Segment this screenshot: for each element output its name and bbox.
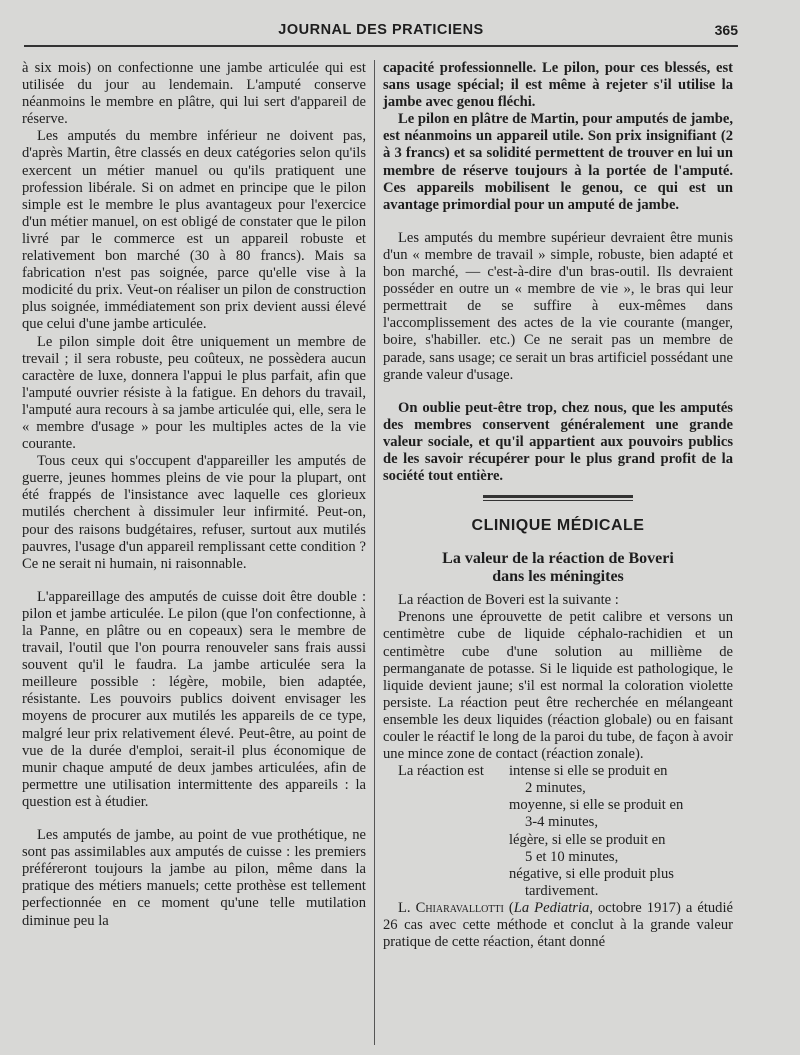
journal-name: La Pediatria xyxy=(513,899,590,916)
result-text: 2 minutes, xyxy=(525,780,586,797)
paragraph: Le pilon simple doit être uniquement un membre de trevail ; il sera robuste, peu coûteux, ne possèdera aucun caractère de luxe, donnera l'appui le plus parfait, afin que l'amputé ouvrier résiste à la fatigue. En dehors du travail, l'amputé aura recours à sa jambe articulée qui, elle, sera le « membre d'usage » pour les multiples actes de la vie courante. xyxy=(22,333,366,453)
result-text: légère, si elle se produit en xyxy=(509,831,666,848)
result-text: 5 et 10 minutes, xyxy=(525,848,619,865)
paragraph: Les amputés de jambe, au point de vue prothétique, ne sont pas assimilables aux amputés de cuisse : les premiers préféreront toujours la jambe au pilon, même dans la pratique des métiers manuels; cette prothèse est tellement perfectionnée en ce moment qu'une telle mutilation diminue peu la xyxy=(22,827,366,929)
paragraph: On oublie peut-être trop, chez nous, que les amputés des membres conservent généralement une grande valeur sociale, et qu'il appartient aux pouvoirs publics de les savoir récupérer pour le plus grand profit de la société tout entière. xyxy=(383,399,733,485)
section-rule-thin xyxy=(483,500,633,501)
paragraph: L. Chiaravallotti (La Pediatria, octobre 1917) a étudié 26 cas avec cette méthode et conclut à la grande valeur pratique de cette réaction, étant donné xyxy=(383,899,734,951)
paragraph: capacité professionnelle. Le pilon, pour ces blessés, est sans usage spécial; il est même à rejeter s'il utilise la jambe avec genou fléchi. xyxy=(383,60,733,111)
result-row xyxy=(383,866,733,883)
results-lead: La réaction est xyxy=(398,763,484,780)
paragraph: Les amputés du membre inférieur ne doivent pas, d'après Martin, être classés en deux catégories selon qu'ils exercent un métier manuel ou qu'ils pratiquent une profession libérale. Si on admet en principe que le pilon simple est le membre le plus avantageux pour l'exercice d'un métier manuel, on est obligé de constater que le pilon livré par le commerce est un appareil robuste et relativement bon marché (30 à 80 francs). Mais sa fabrication n'est pas soignée, parce qu'elle vise à la modicité du prix. Veut-on réaliser un pilon de construction plus soignée, immédiatement son prix devient aussi élevé que celui d'une jambe articulée. xyxy=(22,128,366,333)
page-number: 365 xyxy=(714,22,738,38)
result-text: moyenne, si elle se produit en xyxy=(509,797,684,814)
result-text: négative, si elle produit plus xyxy=(509,865,674,882)
right-column xyxy=(383,60,733,951)
result-text: intense si elle se produit en xyxy=(509,763,668,780)
paragraph: L'appareillage des amputés de cuisse doit être double : pilon et jambe articulée. Le pilon (que l'on confectionne, à la Panne, en plâtre ou en copeaux) sera le membre de travail, l'outil que l'on pourra renouveler sans frais aussi souvent qu'il le faudra. La jambe articulée sera la meilleure possible : légère, mobile, bien adaptée, résistante. Les pouvoirs publics doivent envisager les moyens de procurer aux mutilés les appareils de ce type, malgré leur prix relativement élevé. Peut-être, au point de vue de la durée d'emploi, serait-il plus économique de munir chaque amputé de deux jambes articulées, afin de permettre une utilisation intermittente des appareils : la question est à étudier. xyxy=(22,588,366,810)
paragraph: Prenons une éprouvette de petit calibre et versons un centimètre cube de liquide céphalo-rachidien et un centimètre cube d'une solution au millième de permanganate de potasse. Si le liquide est pathologique, le liquide devient jaune; s'il est normal la coloration violette persiste. La réaction peut être recherchée en mélangeant ensemble les deux liquides (réaction globale) ou en faisant couler le réactif le long de la paroi du tube, de façon à avoir une mince zone de contact (réaction zonale). xyxy=(383,609,733,763)
paragraph: à six mois) on confectionne une jambe articulée qui est utilisée du jour au lendemain. L'amputé conserve néanmoins le membre en plâtre, qui lui sert d'appareil de réserve. xyxy=(22,60,366,128)
result-row xyxy=(383,883,733,900)
left-column xyxy=(22,60,366,930)
result-text: tardivement. xyxy=(525,882,599,899)
paragraph: Les amputés du membre supérieur devraient être munis d'un « membre de travail » simple, robuste, bien adapté et bon marché, — c'est-à-dire d'un bras-outil. Ils devraient posséder en outre un « membre de vie », le bras qui leur permettrait de se suffire à eux-mêmes dans l'accomplissement des actes de la vie courante (manger, boire, s'habiller. etc.) Ce ne serait pas un membre de parade, sans usage; ce serait un bras artificiel possédant une grande valeur d'usage. xyxy=(383,229,733,383)
result-row xyxy=(383,814,733,831)
result-row xyxy=(383,832,733,849)
result-row xyxy=(383,797,733,814)
paragraph: La réaction de Boveri est la suivante : xyxy=(398,592,619,609)
section-rule xyxy=(483,495,633,498)
result-row xyxy=(383,780,733,797)
paragraph: Le pilon en plâtre de Martin, pour amputés de jambe, est néanmoins un appareil utile. Son prix insignifiant (2 à 3 francs) et sa solidité permettent de trouver en lui un membre de réserve toujours à la portée de l'amputé. Ces appareils mobilisent le genou, ce qui est un avantage primordial pour un amputé de jambe. xyxy=(383,111,733,213)
article-title xyxy=(383,550,733,586)
result-row xyxy=(383,849,733,866)
column-divider xyxy=(374,60,375,1045)
author-name: L. Chiaravallotti xyxy=(398,899,504,916)
spacer xyxy=(383,214,733,230)
article-title-line: La valeur de la réaction de Boveri xyxy=(442,550,674,568)
section-title: CLINIQUE MÉDICALE xyxy=(471,517,645,535)
spacer xyxy=(22,573,366,589)
spacer xyxy=(383,384,733,400)
header-rule xyxy=(24,45,738,47)
reaction-results xyxy=(383,763,733,900)
page-header xyxy=(24,22,738,46)
result-text: 3-4 minutes, xyxy=(525,814,598,831)
spacer xyxy=(22,811,366,827)
running-title: JOURNAL DES PRATICIENS xyxy=(278,22,484,38)
result-row xyxy=(383,763,733,780)
article-title-line: dans les méningites xyxy=(492,568,624,586)
paragraph: Tous ceux qui s'occupent d'appareiller les amputés de guerre, jeunes hommes pleins de vie pour la plupart, ont été frappés de l'insistance avec laquelle ces glorieux mutilés cherchent à dissimuler leur infirmité. Peut-on, pour des raisons budgétaires, refuser, surtout aux mutilés pauvres, l'usage d'un appareil remplissant cette condition ? Ce ne serait ni humain, ni raisonnable. xyxy=(22,453,366,572)
